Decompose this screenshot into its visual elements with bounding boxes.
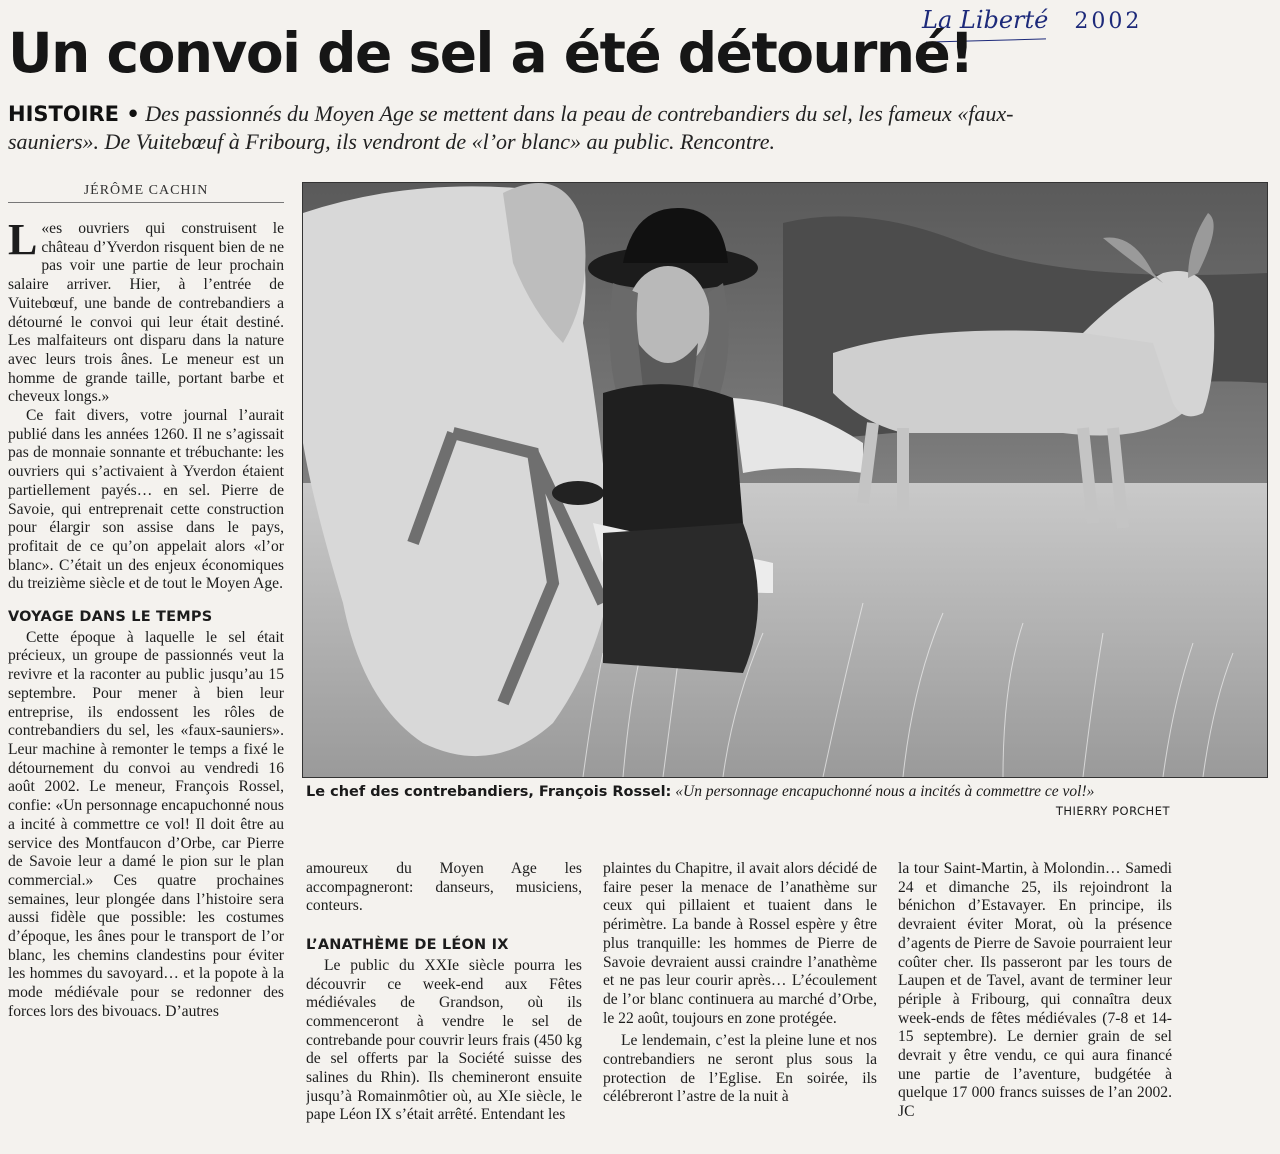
photo-man-vest xyxy=(603,384,743,541)
photo-man-trousers xyxy=(603,523,758,673)
article-column-4 xyxy=(898,860,1172,1152)
paragraph-1 xyxy=(8,220,284,407)
caption-quote: «Un personnage encapuchonné nous a incités à commettre ce vol!» xyxy=(675,783,1095,800)
handwritten-year: 2002 xyxy=(1074,9,1143,34)
photo-credit: THIERRY PORCHET xyxy=(1055,804,1170,818)
paragraph-1-text: es ouvriers qui construisent le château d’Yverdon risquent bien de ne pas voir une partie de leur prochain salaire arriver. Hier, à l’entrée de Vuitebœuf, une bande de contrebandiers a détourné le convoi qui leur était destiné. Les malfaiteurs ont disparu dans la nature avec leurs trois ânes. Le meneur est un homme de grande taille, portant barbe et cheveux longs.» xyxy=(8,220,284,406)
paragraph-3-continued: amoureux du Moyen Age les accompagneront: danseurs, musiciens, conteurs. xyxy=(306,860,582,915)
handwritten-source: La Liberté xyxy=(922,6,1049,34)
article-column-1 xyxy=(8,220,284,1152)
photo-donkey-body xyxy=(833,331,1183,436)
article-column-3 xyxy=(603,860,877,1152)
paragraph-3: Cette époque à laquelle le sel était précieux, un groupe de passionnés veut la revivre et la raconter au public jusqu’au 15 septembre. Pour mener à bien leur entreprise, ils endossent les rôles de contrebandiers du sel, les «faux-sauniers». Leur machine à remonter le temps a fixé le détournement du convoi au vendredi 16 août 2002. Le meneur, François Rossel, confie: «Un personnage encapuchonné nous a incité à commettre ce vol! Il doit être au service des Montfaucon d’Orbe, car Pierre de Savoie leur a damé le pion sur le plan commercial.» Ces quatre prochaines semaines, leur plongée dans l’histoire sera aussi fidèle que possible: les costumes d’époque, les ânes pour le transport de l’or blanc, les chemins clandestins pour éviter les hommes du savoyard… et la popote à la mode médiévale pour se redonner des forces lors des bivouacs. D’autres xyxy=(8,628,284,1020)
opening-quote: « xyxy=(41,220,50,237)
paragraph-5: Le lendemain, c’est la pleine lune et nos contrebandiers ne seront plus sous la protection de l’Eglise. En soirée, ils célébreront l’astre de la nuit à xyxy=(603,1032,877,1106)
subheading-anatheme: L’ANATHÈME DE LÉON IX xyxy=(306,937,509,954)
photo-illustration xyxy=(303,183,1267,777)
paragraph-2: Ce fait divers, votre journal l’aurait publié dans les années 1260. Il ne s’agissait pas de monnaie sonnante et trébuchante: les ouvriers qui s’activaient à Yverdon étaient partiellement payés… en sel. Pierre de Savoie, qui entreprenait cette construction pour élargir son assise dans le pays, profitait de ce qu’on appelait alors «l’or blanc». C’était un des enjeux économiques du treizième siècle et de tout le Moyen Age. xyxy=(8,407,284,593)
dropcap: L xyxy=(8,220,38,264)
byline: JÉRÔME CACHIN xyxy=(83,183,209,198)
article-column-2 xyxy=(306,860,582,1152)
paragraph-4: Le public du XXIe siècle pourra les découvrir ce week-end aux Fêtes médiévales de Grandson, où ils commenceront à vendre le sel de contrebande pour couvrir leurs frais (450 kg de sel offerts par la Société suisse des salines du Rhin). Ils chemineront ensuite jusqu’à Romainmôtier où, au XIe siècle, le pape Léon IX s’était arrêté. Entendant les xyxy=(306,956,582,1124)
paragraph-5-continued: la tour Saint-Martin, à Molondin… Samedi 24 et dimanche 25, ils rejoindront la bénichon d’Estavayer. En principe, ils devraient éviter Morat, où la présence d’agents de Pierre de Savoie pourraient leur coûter cher. Ils passeront par les tours de Laupen et de Tavel, avant de terminer leur périple à Fribourg, qui connaîtra deux week-ends de fêtes médiévales (7-8 et 14-15 septembre). Le dernier grain de sel devrait y être vendu, ce qui aura financé une partie de l’aventure, budgétée à quelque 17 000 francs suisses de l’an 2002. JC xyxy=(898,860,1172,1121)
photo-cow-eye xyxy=(552,481,604,505)
paragraph-4-continued: plaintes du Chapitre, il avait alors décidé de faire peser la menace de l’anathème sur ceux qui pillaient et tuaient dans le périmètre. La bande à Rossel espère y être plus tranquille: les hommes de Pierre de Savoie devraient aussi craindre l’anathème et ne pas leur courir après… L’écoulement de l’or blanc continuera au marché d’Orbe, le 22 août, toujours en zone protégée. xyxy=(603,860,877,1027)
lead-text: Des passionnés du Moyen Age se mettent dans la peau de contrebandiers du sel, les fameux «faux-sauniers». De Vuitebœuf à Fribourg, ils vendront de «l’or blanc» au public. Rencontre. xyxy=(8,101,1014,154)
headline: Un convoi de sel a été détourné! xyxy=(8,21,973,85)
byline-rule xyxy=(8,202,284,203)
lead-kicker: HISTOIRE • xyxy=(8,102,140,126)
lead-paragraph xyxy=(8,100,1048,156)
photo-caption xyxy=(306,782,1186,802)
caption-subject: Le chef des contrebandiers, François Rossel: xyxy=(306,784,672,800)
subheading-voyage: VOYAGE DANS LE TEMPS xyxy=(8,609,213,626)
article-photo xyxy=(302,182,1268,778)
